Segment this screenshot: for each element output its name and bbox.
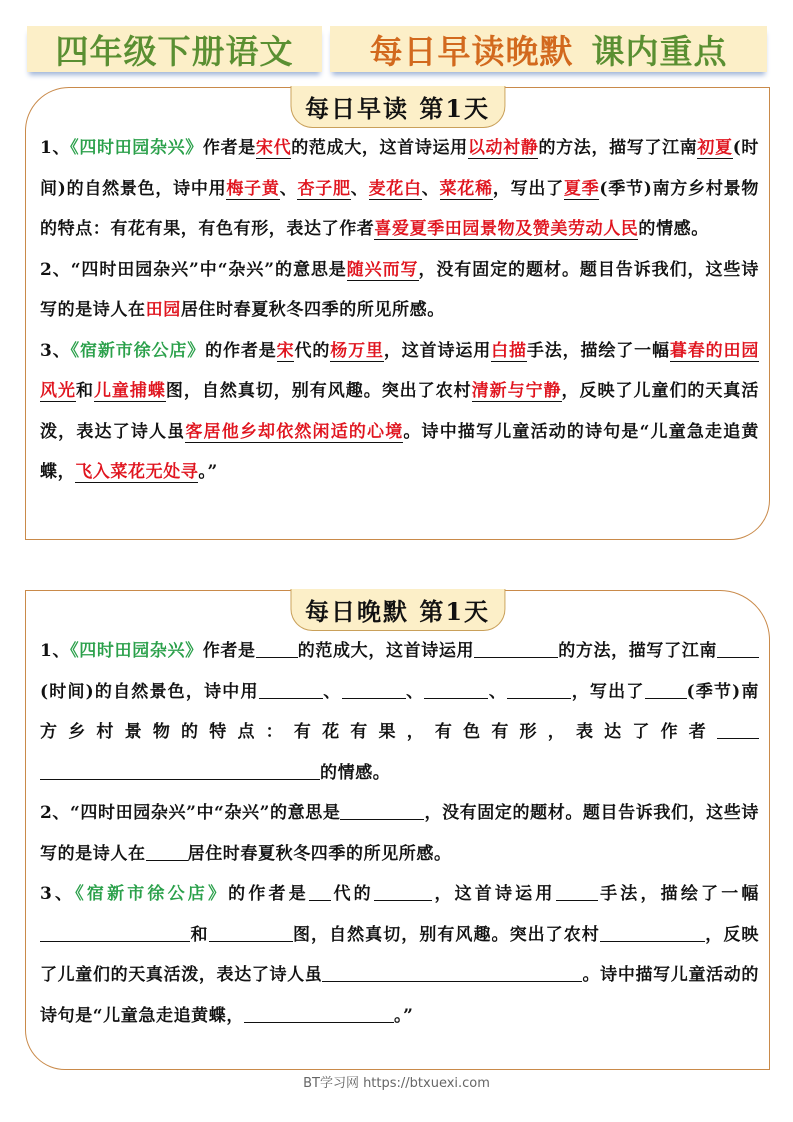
- question-3: [40, 874, 759, 1036]
- question-1: [40, 631, 759, 793]
- text: ，没有固定的题材。题目告诉我们，这些诗写的是诗人在: [40, 803, 759, 864]
- text: (季节)南方乡村景物的特点：有花有果，有色有形，表达了作者: [40, 178, 759, 239]
- text: 的范成大，这首诗运用: [297, 641, 475, 661]
- text: “四时田园杂兴”中“杂兴”的意思是: [70, 803, 341, 823]
- text: 的范成大，这首诗运用: [291, 138, 468, 158]
- fill-blank[interactable]: [717, 722, 759, 739]
- footer-watermark: BT学习网 https://btxuexi.com: [303, 1076, 490, 1091]
- question-number: 1、: [40, 138, 71, 158]
- question-number: 2、: [40, 803, 71, 823]
- question-number: 3、: [40, 884, 76, 904]
- text: 居住时春夏秋冬四季的所见所感。: [187, 843, 452, 864]
- text: 的方法，描写了江南: [538, 138, 698, 158]
- series-title-green: 课内重点: [591, 31, 728, 71]
- text: ，反映了儿童们的天真活泼，表达了诗人虽: [40, 381, 759, 442]
- question-3: [40, 331, 759, 493]
- fill-blank[interactable]: [600, 925, 705, 942]
- answer: 杨万里: [330, 340, 384, 361]
- question-1: [40, 128, 759, 250]
- text: 的作者是: [205, 340, 277, 361]
- text: (季节)南方乡村景物的特点：有花有果，有色有形，表达了作者: [40, 681, 760, 742]
- fill-blank[interactable]: [340, 803, 424, 820]
- text: 代的: [294, 340, 331, 361]
- answer: 随兴而写: [346, 259, 419, 280]
- text: 手法，描绘了一幅: [526, 340, 670, 361]
- evening-dictation-tab: 每日晚默 第1天: [290, 589, 505, 631]
- answer: 杏子肥: [297, 178, 351, 199]
- separator: 、: [322, 681, 342, 702]
- text: 图，自然真切，别有风趣。突出了农村: [165, 381, 472, 401]
- poem-title: 《宿新市徐公店》: [70, 340, 206, 361]
- separator: 、: [350, 178, 369, 199]
- text: 的作者是: [228, 884, 309, 904]
- answer: 暮春的田园风光: [40, 340, 759, 401]
- text: 的情感。: [638, 219, 709, 239]
- fill-blank[interactable]: [556, 884, 598, 901]
- question-number: 2、: [40, 259, 71, 280]
- text: (时间)的自然景色，诗中用: [40, 681, 259, 702]
- text: “四时田园杂兴”中“杂兴”的意思是: [70, 259, 347, 280]
- answer: 儿童捕蝶: [93, 381, 166, 401]
- fill-blank[interactable]: [424, 682, 488, 699]
- page-header: [27, 26, 767, 72]
- answer: 菜花稀: [439, 178, 493, 199]
- series-title: [330, 26, 767, 72]
- answer: 客居他乡却依然闲适的心境: [185, 421, 404, 442]
- fill-blank[interactable]: [309, 884, 331, 901]
- answer: 清新与宁静: [471, 381, 562, 401]
- separator: 、: [279, 178, 298, 199]
- text: (时间)的自然景色，诗中用: [40, 138, 760, 199]
- text: 的情感。: [320, 762, 391, 783]
- morning-reading-tab: 每日早读 第1天: [290, 86, 505, 128]
- morning-reading-body: [40, 128, 759, 493]
- text: 。”: [393, 1005, 414, 1026]
- text: ，这首诗运用: [431, 884, 556, 904]
- fill-blank[interactable]: [209, 925, 293, 942]
- text: 图，自然真切，别有风趣。突出了农村: [292, 924, 600, 945]
- answer: 宋: [276, 340, 295, 361]
- morning-reading-card: [25, 87, 770, 540]
- text: 。”: [198, 462, 218, 482]
- separator: 、: [488, 681, 508, 702]
- text: ，写出了: [571, 681, 645, 702]
- fill-blank[interactable]: [322, 965, 582, 982]
- answer: 麦花白: [368, 178, 422, 199]
- fill-blank[interactable]: [717, 641, 759, 658]
- separator: 、: [405, 681, 425, 702]
- fill-blank[interactable]: [507, 682, 571, 699]
- text: 代的: [330, 884, 374, 904]
- question-number: 3、: [40, 340, 71, 361]
- answer: 夏季: [563, 178, 600, 199]
- fill-blank[interactable]: [645, 682, 687, 699]
- text: 手法，描绘了一幅: [597, 884, 760, 904]
- series-title-orange: 每日早读晚默: [369, 31, 574, 71]
- question-number: 1、: [40, 641, 71, 661]
- evening-dictation-body: [40, 631, 759, 1036]
- answer: 田园: [145, 300, 181, 320]
- text: 作者是: [202, 641, 256, 661]
- fill-blank[interactable]: [40, 763, 320, 780]
- text: ，这首诗运用: [383, 340, 492, 361]
- text: ，写出了: [492, 178, 564, 199]
- text: 和: [75, 381, 94, 401]
- poem-title: 《四时田园杂兴》: [70, 641, 203, 661]
- answer: 白描: [491, 340, 527, 361]
- text: 。诗中描写儿童活动的诗句是“儿童急走追黄蝶，: [40, 421, 759, 482]
- text: 的方法，描写了江南: [558, 641, 717, 661]
- text: 。诗中描写儿童活动的诗句是“儿童急走追黄蝶，: [40, 965, 760, 1026]
- answer: 飞入菜花无处寻: [75, 462, 199, 482]
- poem-title: 《宿新市徐公店》: [75, 884, 229, 904]
- fill-blank[interactable]: [259, 682, 323, 699]
- text: 作者是: [202, 138, 256, 158]
- question-2: [40, 793, 759, 874]
- question-2: [40, 250, 759, 331]
- grade-title: 四年级下册语文: [27, 26, 322, 72]
- answer: 喜爱夏季田园景物及赞美劳动人民: [374, 219, 639, 239]
- answer: 宋代: [255, 138, 292, 158]
- answer: 梅子黄: [226, 178, 280, 199]
- answer: 初夏: [697, 138, 733, 158]
- separator: 、: [421, 178, 440, 199]
- fill-blank[interactable]: [374, 884, 432, 901]
- evening-dictation-card: [25, 590, 770, 1070]
- fill-blank[interactable]: [244, 1006, 394, 1023]
- fill-blank[interactable]: [342, 682, 406, 699]
- text: 居住时春夏秋冬四季的所见所感。: [180, 300, 445, 320]
- fill-blank[interactable]: [256, 641, 298, 658]
- text: ，没有固定的题材。题目告诉我们，这些诗写的是诗人在: [40, 259, 759, 320]
- poem-title: 《四时田园杂兴》: [70, 138, 203, 158]
- text: 和: [190, 924, 209, 945]
- fill-blank[interactable]: [146, 844, 188, 861]
- answer: 以动衬静: [467, 138, 539, 158]
- text: ，反映了儿童们的天真活泼，表达了诗人虽: [40, 924, 759, 985]
- fill-blank[interactable]: [40, 925, 190, 942]
- fill-blank[interactable]: [474, 641, 558, 658]
